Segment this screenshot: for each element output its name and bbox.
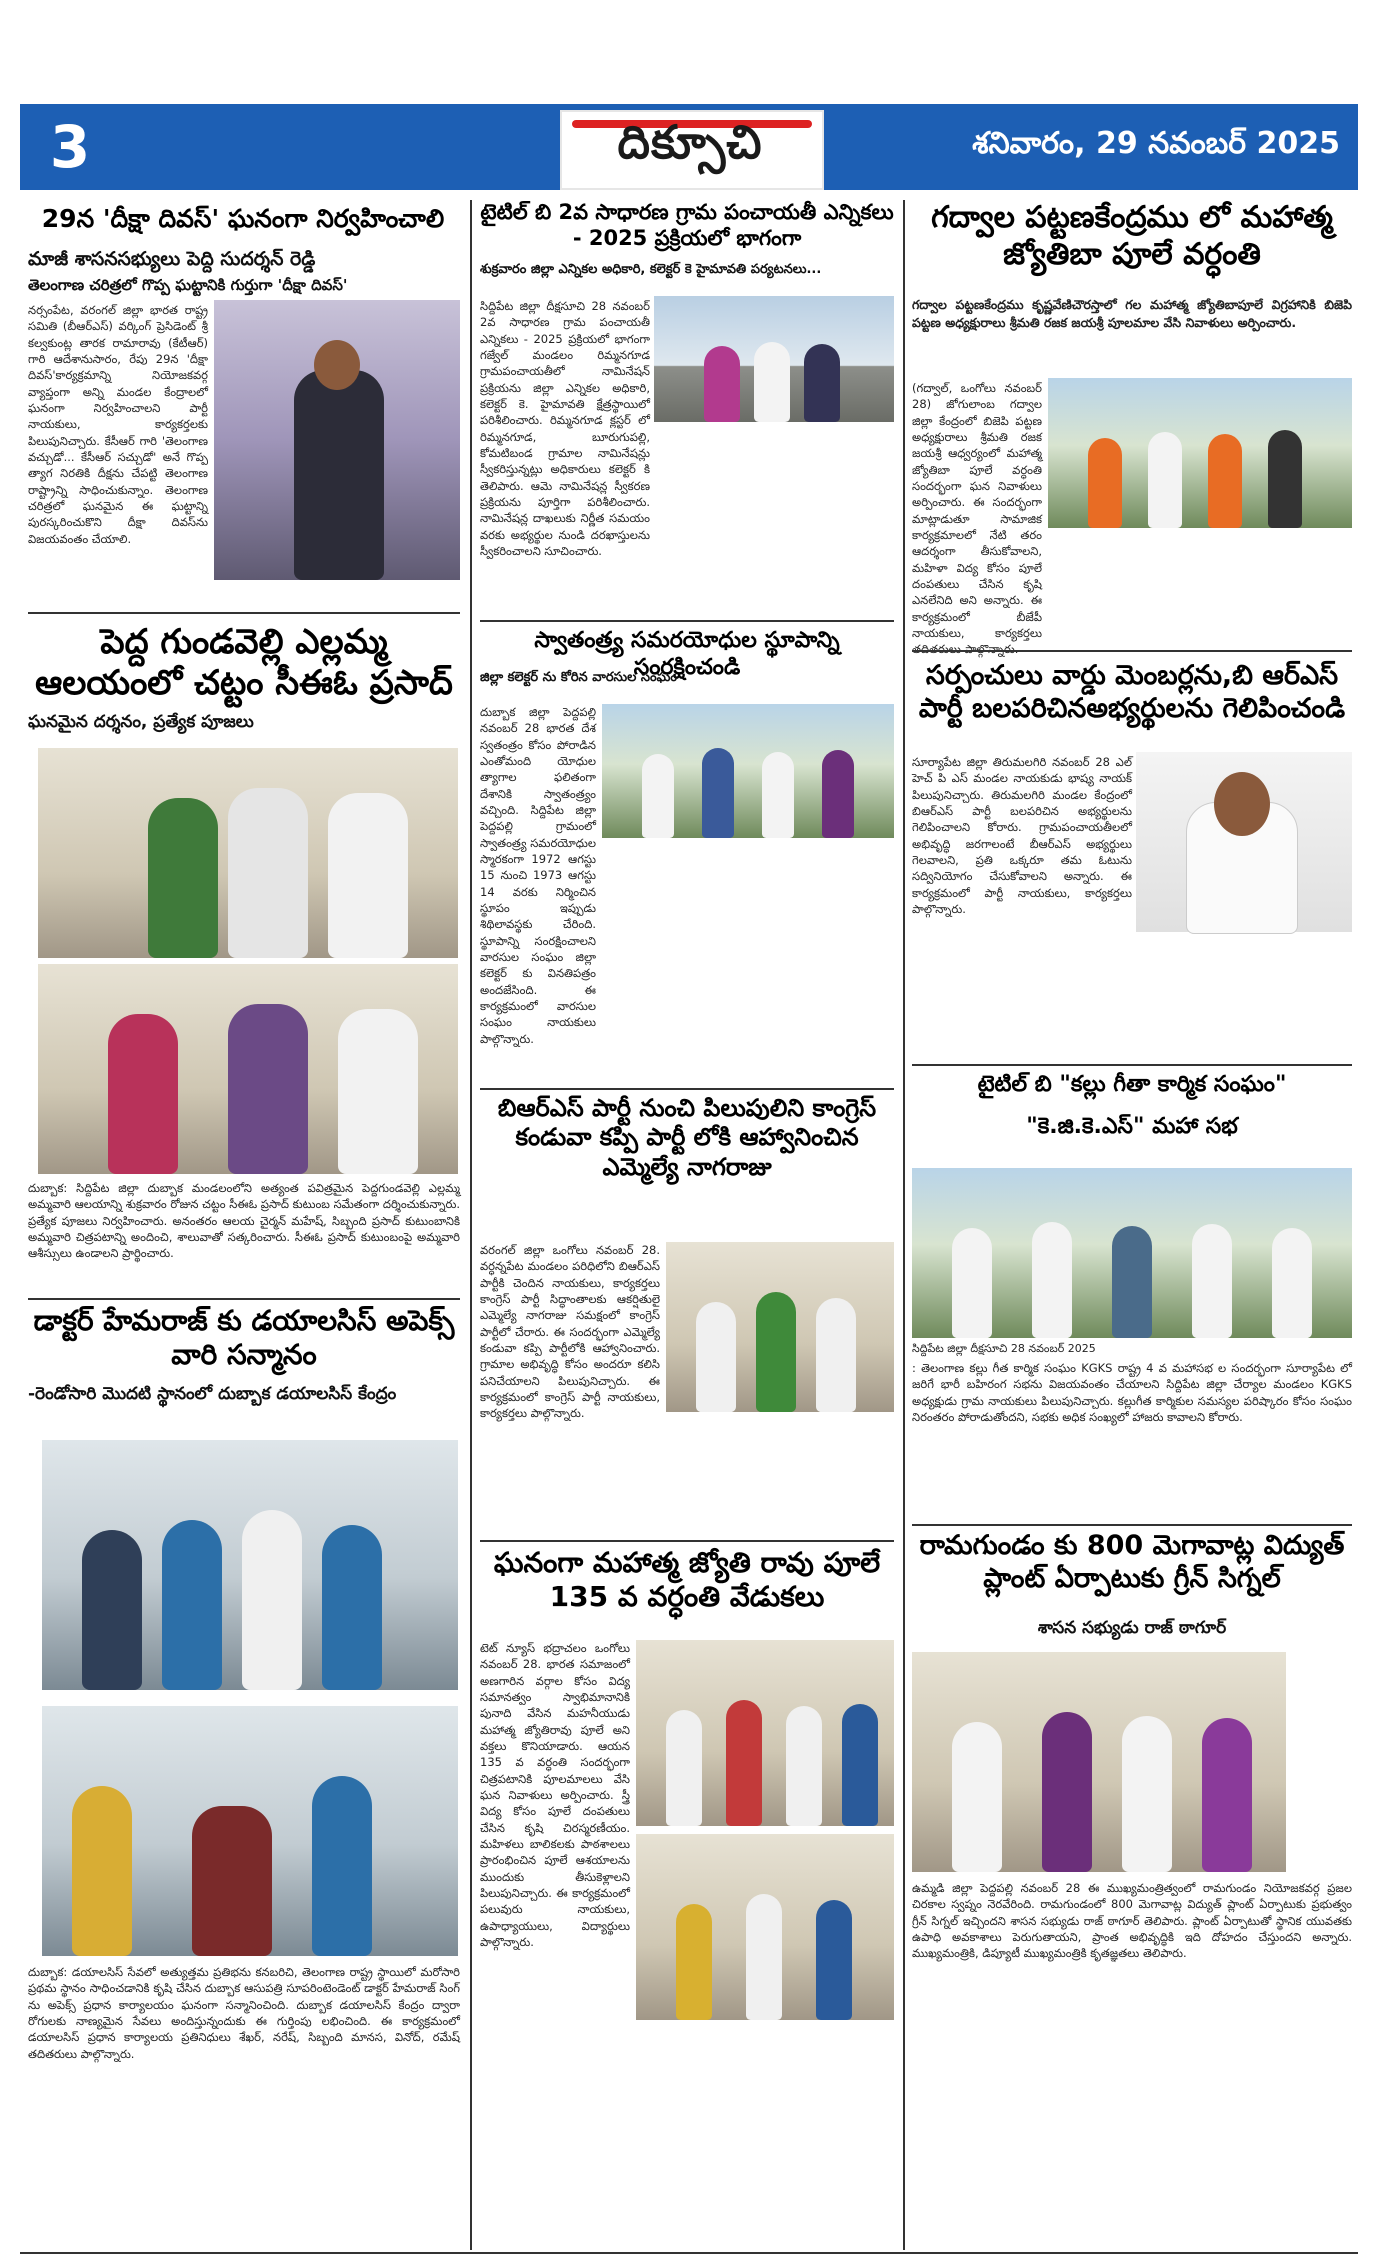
headline: స్వాతంత్ర్య సమరయోధుల స్థూపాన్ని సంరక్షించండి	[534, 628, 840, 680]
divider	[912, 650, 1352, 652]
article-body	[912, 938, 1352, 1060]
photo	[42, 1440, 458, 1690]
headline: సర్పంచులు వార్డు మెంబర్లను,బి ఆర్ఎస్ పార్టీ బలపరిచినఅభ్యర్థులను గెలిపించండి	[918, 660, 1346, 724]
subhead: తెలంగాణ చరిత్రలో గొప్ప ఘట్టానికి గుర్తుగా 'దీక్షా దివస్'	[28, 276, 348, 294]
divider	[480, 1088, 894, 1090]
article-body	[480, 1426, 894, 1536]
subhead: ఘనమైన దర్శనం, ప్రత్యేక పూజలు	[28, 712, 254, 732]
headline: గద్వాల పట్టణకేంద్రము లో మహాత్మ జ్యోతిబా పూలే వర్ధంతి	[931, 200, 1333, 272]
headline: పెద్ద గుండవెల్లి ఎల్లమ్మ ఆలయంలో చట్టం సీఈఓ ప్రసాద్	[35, 622, 453, 704]
photo	[38, 748, 458, 958]
article-body: : తెలంగాణ కల్లు గీత కార్మిక సంఘం KGKS రాష్ట్ర 4 వ మహాసభ ల సందర్భంగా సూర్యాపేట లో జరిగే భారీ బహిరంగ సభను విజయవంతం చేయాలని సిద్దిపేట జిల్లా చేర్యాల మండలం KGKS అధ్యక్షుడు గ్రామ నాయకులు పిలుపునిచ్చారు. కల్లుగీత కార్మికుల సమస్యల పరిష్కారం కోసం సంఘం నిరంతరం పోరాడుతోందని, సభకు అధిక సంఖ్యలో హాజరు కావాలని కోరారు.	[912, 1361, 1352, 1424]
divider	[912, 1524, 1352, 1526]
article-body: ఉమ్మడి జిల్లా పెద్దపల్లి నవంబర్ 28 ఈ ముఖ్యమంత్రిత్వంలో రామగుండం నియోజకవర్గ ప్రజల చిరకాల స్వప్నం నెరవేరింది. రామగుండంలో 800 మెగావాట్ల విద్యుత్ ప్లాంట్ ఏర్పాటుకు ప్రభుత్వం గ్రీన్ సిగ్నల్ ఇచ్చిందని శాసన సభ్యుడు రాజ్ ఠాగూర్ తెలిపారు. ప్లాంట్ ఏర్పాటుతో స్థానిక యువతకు ఉపాధి అవకాశాలు పెరుగుతాయని, ప్రాంత అభివృద్ధికి ఇది దోహదం చేస్తుందని అన్నారు. ముఖ్యమంత్రికి, డిప్యూటీ ముఖ్యమంత్రికి కృతజ్ఞతలు తెలిపారు.	[912, 1881, 1352, 1961]
subhead: శుక్రవారం జిల్లా ఎన్నికల అధికారి, కలెక్టర్ కె హైమావతి పర్యటనలు...	[480, 262, 822, 277]
article-body	[480, 456, 894, 614]
subhead: మాజీ శాసనసభ్యులు పెద్ది సుదర్శన్ రెడ్డి	[28, 248, 316, 270]
divider	[912, 1064, 1352, 1066]
article-body: (గద్వాల్, ఒంగోలు నవంబర్ 28) జోగులాంబ గద్వాల జిల్లా కేంద్రంలో బిజెపి పట్టణ అధ్యక్షురాలు శ్రీమతి రజక జయశ్రీ ఆధ్వర్యంలో మహాత్మ జ్యోతిబా పూలే వర్ధంతి సందర్భంగా ఘన నివాళులు అర్పించారు. ఈ సందర్భంగా మాట్లాడుతూ సామాజిక కార్యక్రమాలలో నేటి తరం ఆదర్శంగా తీసుకోవాలని, మహిళా విద్య కోసం పూలే దంపతులు చేసిన కృషి ఎనలేనిది అని అన్నారు. ఈ కార్యక్రమంలో బీజేపీ నాయకులు, కార్యకర్తలు	[912, 381, 1042, 640]
article-body: దుబ్బాక జిల్లా పెద్దపల్లి నవంబర్ 28 భారత దేశ స్వతంత్రం కోసం పోరాడిన ఎంతోమంది యోధుల త్యాగాల ఫలితంగా దేశానికి స్వాతంత్ర్యం వచ్చింది. సిద్దిపేట జిల్లా పెద్దపల్లి గ్రామంలో స్వాతంత్ర్య సమరయోధుల స్మారకంగా 1972 ఆగస్టు 15 నుంచి 1973 ఆగస్టు 14 వరకు నిర్మించిన స్థూపం ఇప్పుడు శిథిలావస్థకు చేరింది. స్థూపాన్ని సంరక్షించాలని వారసుల సంఘం జిల్లా కలెక్టర్ కు వినతిపత్రం అందజేసింది. ఈ కార్యక్రమంలో వారసుల సంఘం నాయకులు పాల్గొన్నారు.	[480, 705, 596, 1046]
headline: "కె.జి.కె.ఎస్" మహా సభ	[1026, 1114, 1238, 1139]
article-body: టెట్ న్యూస్ భద్రాచలం ఒంగోలు నవంబర్ 28. భారత సమాజంలో అణగారిన వర్గాల కోసం విద్య సమానత్వం స్వాభిమానానికి పునాది వేసిన మహనీయుడు మహాత్మ జ్యోతిరావు పూలే అని వక్తలు కొనియాడారు. ఆయన 135 వ వర్ధంతి సందర్భంగా చిత్రపటానికి పూలమాలలు వేసి ఘన నివాళులు అర్పించారు. స్త్రీ విద్య కోసం పూలే దంపతులు చేసిన కృషి చిరస్మరణీయం. మహిళలు బాలికలకు పాఠశాలలు ప్రారంభించిన పూలే ఆశయాలను ముందుకు తీసుకెళ్లాలని పిలుపునిచ్చారు. ఈ కార్యక్రమంలో పలువురు నాయకులు, ఉపాధ్యాయులు, విద్యార్థులు పాల్గొన్నారు.	[480, 1641, 630, 1949]
photo	[38, 964, 458, 1174]
logo-text: దిక్సూచి	[617, 115, 763, 169]
photo	[636, 1640, 894, 1826]
divider	[480, 1540, 894, 1542]
photo	[1048, 378, 1352, 528]
photo	[214, 300, 460, 580]
subhead: జిల్లా కలెక్టర్ ను కోరిన వారసుల సంఘం	[480, 670, 677, 685]
photo	[602, 704, 894, 838]
issue-date: శనివారం, 29 నవంబర్ 2025	[972, 126, 1340, 161]
article-body: దుబ్బాక: సిద్దిపేట జిల్లా దుబ్బాక మండలంలోని అత్యంత పవిత్రమైన పెద్దగుండవెల్లి ఎల్లమ్మ అమ్మవారి ఆలయాన్ని శుక్రవారం రోజున చట్టం సీఈఓ ప్రసాద్ కుటుంబ సమేతంగా దర్శించుకున్నారు. ప్రత్యేక పూజలు నిర్వహించారు. అనంతరం ఆలయ చైర్మన్ మహేష్, సిబ్బంది ప్రసాద్ కుటుంబానికి అమ్మవారి చిత్రపటాన్ని అందించి, శాలువాతో సత్కరించారు. సీఈఓ ప్రసాద్ కుటుంబంపై అమ్మవారి ఆశీస్సులు ఉండాలని ప్రార్థించారు.	[28, 1181, 460, 1261]
article-body: సిద్దిపేట జిల్లా దీక్షసూచి 28 నవంబర్ 2వ సాధారణ గ్రామ పంచాయతీ ఎన్నికలు - 2025 ప్రక్రియలో భాగంగా గజ్వేల్ మండలం రిమ్మనగూడ గ్రామపంచాయతీలో నామినేషన్ ప్రక్రియను జిల్లా ఎన్నికల అధికారి, కలెక్టర్ కె. హైమావతి క్షేత్రస్థాయిలో పరిశీలించారు. రిమ్మనగూడ క్లస్టర్ లో రిమ్మనగూడ, బూరుగుపల్లి, కోమటిబండ గ్రామాల నామినేషన్లు స్వీకరిస్తున్నట్లు అధికారులు కలెక్టర్ కి తెలిపారు. ఆమె నామినేషన్ల స్వీకరణ ప్రక్రియను పూర్తిగా పరిశీలించారు. నామినేషన్ల దాఖలుకు నిర్ణీత సమయం వరకు అభ్యర్థుల నుండి దరఖాస్తులను స్వీకరించాలని సూచించారు.	[480, 299, 650, 558]
headline: డాక్టర్ హేమరాజ్ కు డయాలసిస్ అపెక్స్ వారి సన్మానం	[33, 1304, 455, 1372]
headline: టైటిల్ బి "కల్లు గీతా కార్మిక సంఘం"	[977, 1072, 1287, 1097]
photo	[912, 1168, 1352, 1338]
article-body	[480, 842, 894, 1086]
bottom-rule	[20, 2252, 1358, 2254]
article-body: నర్సంపేట, వరంగల్ జిల్లా భారత రాష్ట్ర సమితి (బీఆర్ఎస్) వర్కింగ్ ప్రెసిడెంట్ శ్రీ కల్వకుంట్ల తారక రామారావు (కేటీఆర్) గారి ఆదేశానుసారం, రేపు 29న 'దీక్షా దివస్'కార్యక్రమాన్ని నియోజకవర్గ వ్యాప్తంగా అన్ని మండల కేంద్రాలలో ఘనంగా నిర్వహించాలని పార్టీ నాయకులు, కార్యకర్తలకు పిలుపునిచ్చారు. కేసీఆర్ గారి 'తెలంగాణ వచ్చుడో... కేసీఆర్ సచ్చుడో' అనే గొప్ప త్యాగ నిరతికి దీక్షను చేపట్టి తెలంగాణ రాష్ట్రాన్ని సాధించుకున్నాం. తెలంగాణ చరిత్రలో ఘనమైన ఈ ఘట్టాన్ని పురస్కరించుకొని దీక్షా దివస్‌ను విజయవంతం చేయాలి.	[28, 303, 208, 546]
headline: రామగుండం కు 800 మెగావాట్ల విద్యుత్ ప్లాంట్ ఏర్పాటుకు గ్రీన్ సిగ్నల్	[919, 1530, 1345, 1594]
photo	[1136, 752, 1352, 932]
divider	[480, 620, 894, 622]
photo	[636, 1834, 894, 2020]
photo	[666, 1242, 894, 1412]
article-body	[636, 2026, 894, 2246]
photo	[42, 1706, 458, 1956]
column-rule	[903, 200, 905, 2250]
photo	[654, 296, 894, 422]
article-body: సూర్యాపేట జిల్లా తిరుమలగిరి నవంబర్ 28 ఎల్ హెచ్ పి ఎస్ మండల నాయకుడు భాష్య నాయక్ పిలుపునిచ్చారు. తిరుమలగిరి మండల కేంద్రంలో బిఆర్ఎస్ పార్టీ బలపరిచిన అభ్యర్థులను గెలిపించాలని కోరారు. గ్రామపంచాయతీలలో అభివృద్ధి జరగాలంటే బీఆర్ఎస్ అభ్యర్థులు గెలవాలని, ప్రతి ఒక్కరూ తమ ఓటును సద్వినియోగం చేసుకోవాలని అన్నారు. ఈ కార్యక్రమంలో పార్టీ నాయకులు, కార్యకర్తలు పాల్గొన్నారు.	[912, 755, 1132, 916]
photo-caption: సిద్దిపేట జిల్లా దీక్షసూచి 28 నవంబర్ 2025	[912, 1342, 1096, 1355]
photo	[912, 1652, 1286, 1872]
divider	[28, 1298, 460, 1300]
article-body: దుబ్బాక: డయాలసిస్ సేవలో అత్యుత్తమ ప్రతిభను కనబరిచి, తెలంగాణ రాష్ట్ర స్థాయిలో మరోసారి ప్రథమ స్థానం సాధించడానికి కృషి చేసిన దుబ్బాక ఆసుపత్రి సూపరింటెండెంట్ డాక్టర్ హేమరాజ్ సింగ్ ను అపెక్స్ ప్రధాన కార్యాలయం ఘనంగా సన్మానించింది. దుబ్బాక డయాలసిస్ కేంద్రం ద్వారా రోగులకు నాణ్యమైన సేవలు అందిస్తున్నందుకు ఈ గుర్తింపు లభించింది. ఈ కార్యక్రమంలో డయాలసిస్ ప్రధాన కార్యాలయ ప్రతినిధులు శేఖర్, నరేష్, సిబ్బంది మానస, వినోద్, రమేష్ తదితరులు పాల్గొన్నారు.	[28, 1965, 460, 2061]
article-body	[1048, 534, 1352, 632]
article-lead: గద్వాల పట్టణకేంద్రము కృష్ణవేణిచౌరస్తాలో గల మహాత్మ జ్యోతిబాపూలే విగ్రహానికి బిజెపి పట్టణ అధ్యక్షురాలు శ్రీమతి రజక జయశ్రీ పూలమాల వేసి నివాళులు అర్పించారు.	[912, 297, 1352, 330]
headline: 29న 'దీక్షా దివస్' ఘనంగా నిర్వహించాలి	[41, 204, 445, 233]
headline: టైటిల్ బి 2వ సాధారణ గ్రామ పంచాయతీ ఎన్నికలు - 2025 ప్రక్రియలో భాగంగా	[480, 200, 894, 250]
subhead: శాసన సభ్యుడు రాజ్ ఠాగూర్	[1037, 1618, 1227, 1638]
subhead: -రెండోసారి మొదటి స్థానంలో దుబ్బాక డయాలసిస్ కేంద్రం	[28, 1384, 397, 1404]
column-rule	[470, 200, 472, 2250]
page-number: 3	[49, 113, 91, 181]
divider	[28, 612, 460, 614]
article-body: వరంగల్ జిల్లా ఒంగోలు నవంబర్ 28. వర్ధన్నపేట మండలం పరిధిలోని బిఆర్ఎస్ పార్టీకి చెందిన నాయకులు, కార్యకర్తలు కాంగ్రెస్ పార్టీ సిద్ధాంతాలకు ఆకర్షితులై ఎమ్మెల్యే నాగరాజు సమక్షంలో కాంగ్రెస్ పార్టీలో చేరారు. ఈ సందర్భంగా ఎమ్మెల్యే కండువా కప్పి పార్టీలోకి ఆహ్వానించారు. గ్రామాల అభివృద్ధి కోసం అందరూ కలిసి పనిచేయాలని పిలుపునిచ్చారు. ఈ కార్యక్రమంలో కాంగ్రెస్ పార్టీ నాయకులు, కార్యకర్తలు పాల్గొన్నారు.	[480, 1243, 660, 1421]
headline: ఘనంగా మహాత్మ జ్యోతి రావు పూలే 135 వ వర్ధంతి వేడుకలు	[493, 1546, 881, 1614]
headline: బిఆర్ఎస్ పార్టీ నుంచి పిలుపులిని కాంగ్రెస్ కండువా కప్పి పార్టీ లోకి ఆహ్వానించిన ఎమ్మెల్యే నాగరాజు	[497, 1094, 877, 1181]
